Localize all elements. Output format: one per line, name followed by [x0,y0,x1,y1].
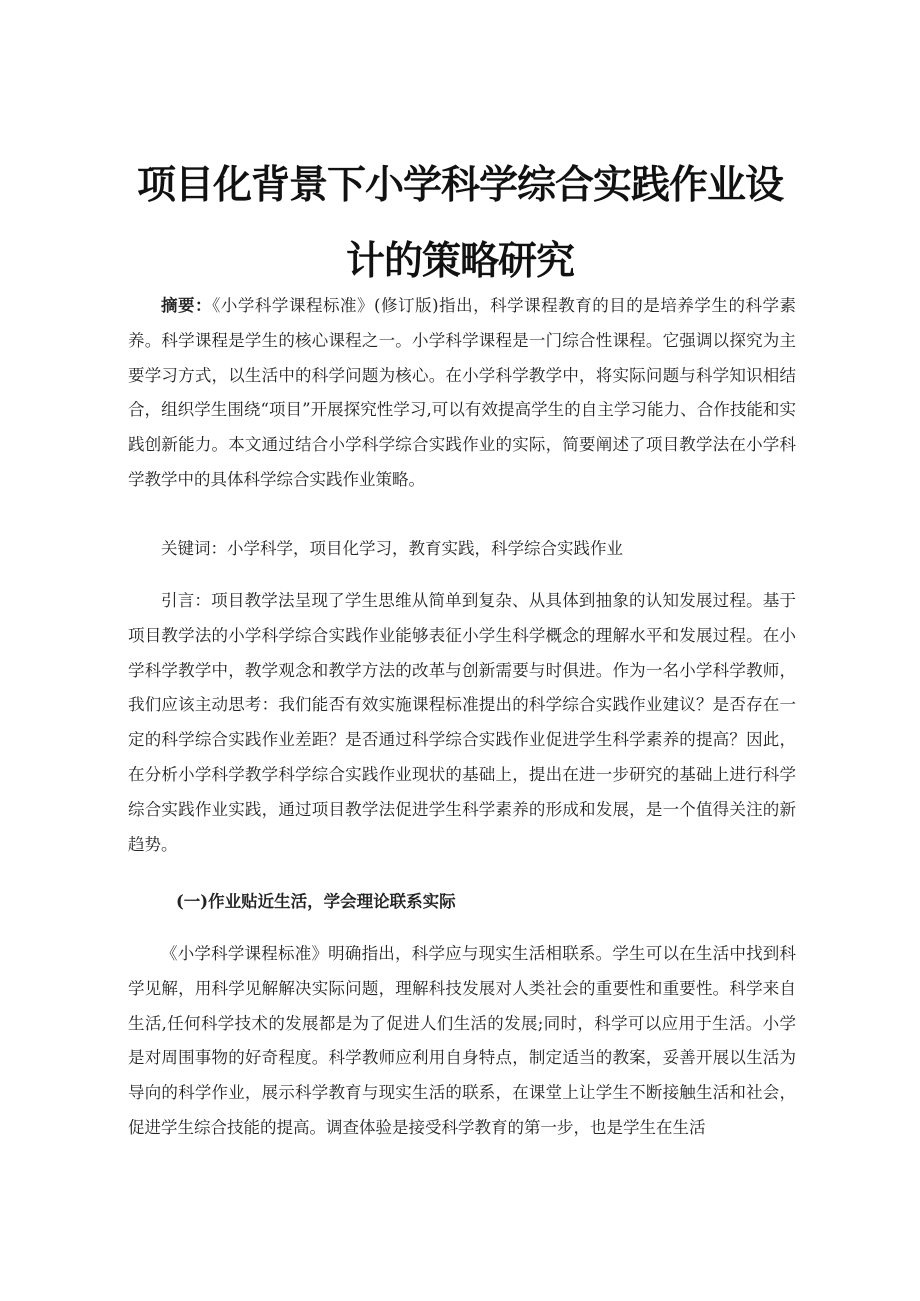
abstract-label: 摘要： [161,296,213,315]
keywords-paragraph: 关键词：小学科学，项目化学习，教育实践，科学综合实践作业 [161,539,623,558]
abstract-paragraph [128,289,796,498]
document-title [120,148,800,300]
section-1-body-paragraph: 《小学科学课程标准》明确指出，科学应与现实生活相联系。学生可以在生活中找到科学见解，用科学见解解决实际问题，理解科技发展对人类社会的重要性和重要性。科学来自生活,任何科学技术的发展都是为了促进人们生活的发展;同时，科学可以应用于生活。小学是对周围事物的好奇程度。科学教师应利用自身特点，制定适当的教案，妥善开展以生活为导向的科学作业，展示科学教育与现实生活的联系，在课堂上让学生不断接触生活和社会，促进学生综合技能的提高。调查体验是接受科学教育的第一步，也是学生在生活 [128,944,796,1137]
abstract-text: 《小学科学课程标准》(修订版)指出，科学课程教育的目的是培养学生的科学素养。科学课程是学生的核心课程之一。小学科学课程是一门综合性课程。它强调以探究为主要学习方式，以生活中的科学问题为核心。在小学科学教学中，将实际问题与科学知识相结合，组织学生围绕“项目”开展探究性学习,可以有效提高学生的自主学习能力、合作技能和实践创新能力。本文通过结合小学科学综合实践作业的实际，简要阐述了项目教学法在小学科学教学中的具体科学综合实践作业策略。 [128,296,797,489]
introduction-paragraph: 引言：项目教学法呈现了学生思维从简单到复杂、从具体到抽象的认知发展过程。基于项目教学法的小学科学综合实践作业能够表征小学生科学概念的理解水平和发展过程。在小学科学教学中，教学观念和教学方法的改革与创新需要与时俱进。作为一名小学科学教师，我们应该主动思考：我们能否有效实施课程标准提出的科学综合实践作业建议？是否存在一定的科学综合实践作业差距？是否通过科学综合实践作业促进学生科学素养的提高？因此，在分析小学科学教学科学综合实践作业现状的基础上，提出在进一步研究的基础上进行科学综合实践作业实践，通过项目教学法促进学生科学素养的形成和发展，是一个值得关注的新趋势。 [128,591,796,854]
section-heading-1: (一)作业贴近生活，学会理论联系实际 [176,892,456,911]
title-line-2: 计的策略研究 [345,239,574,285]
title-line-1: 项目化背景下小学科学综合实践作业设 [136,163,783,209]
